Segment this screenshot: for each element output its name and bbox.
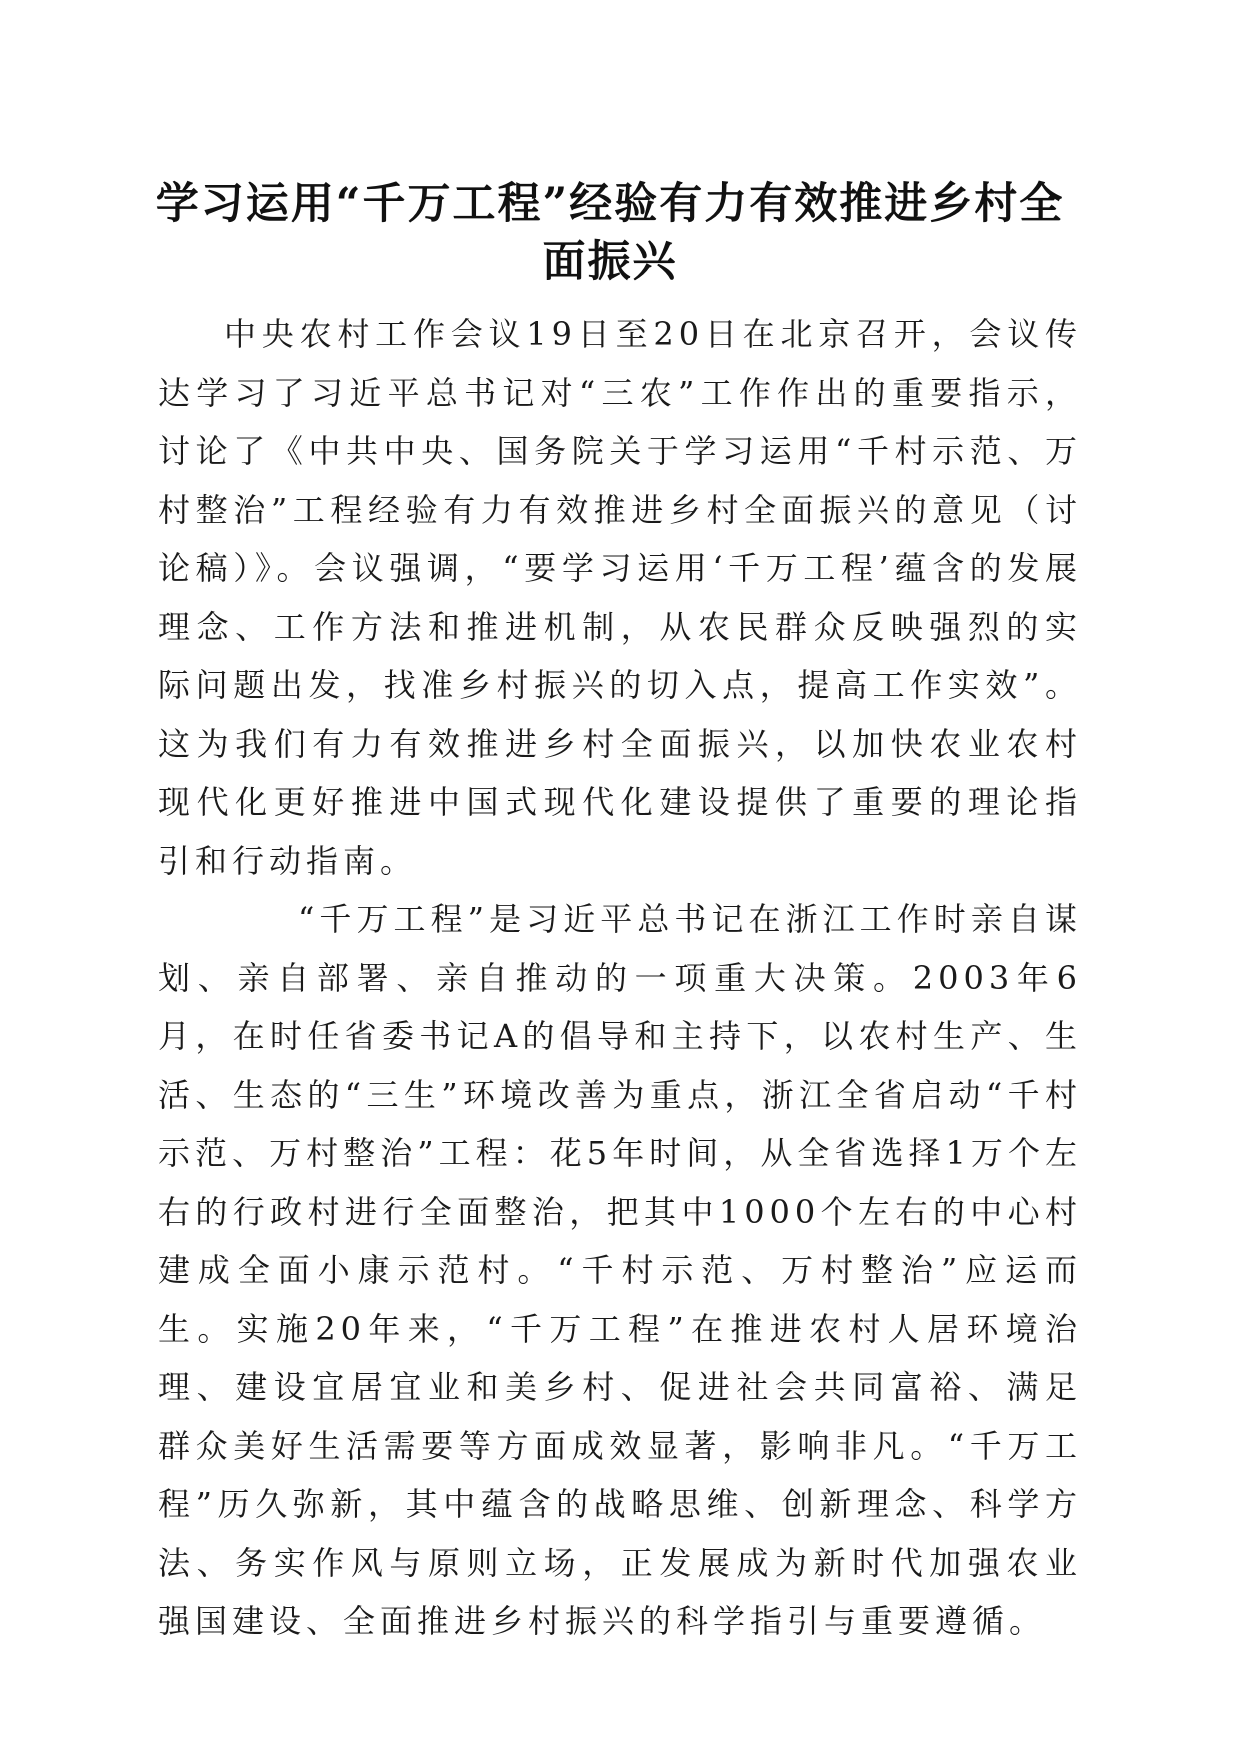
document-body	[158, 305, 1082, 1651]
document-title: 学习运用“千万工程”经验有力有效推进乡村全面振兴	[155, 179, 1065, 287]
body-paragraph-2: “千万工程”是习近平总书记在浙江工作时亲自谋划、亲自部署、亲自推动的一项重大决策。2003年6月，在时任省委书记A的倡导和主持下，以农村生产、生活、生态的“三生”环境改善为重点，浙江全省启动“千村示范、万村整治”工程：花5年时间，从全省选择1万个左右的行政村进行全面整治，把其中1000个左右的中心村建成全面小康示范村。“千村示范、万村整治”应运而生。实施20年来，“千万工程”在推进农村人居环境治理、建设宜居宜业和美乡村、促进社会共同富裕、满足群众美好生活需要等方面成效显著，影响非凡。“千万工程”历久弥新，其中蕴含的战略思维、创新理念、科学方法、务实作风与原则立场，正发展成为新时代加强农业强国建设、全面推进乡村振兴的科学指引与重要遵循。	[158, 900, 1082, 1640]
body-paragraph-1: 中央农村工作会议19日至20日在北京召开，会议传达学习了习近平总书记对“三农”工作作出的重要指示，讨论了《中共中央、国务院关于学习运用“千村示范、万村整治”工程经验有力有效推进乡村全面振兴的意见（讨论稿）》。会议强调，“要学习运用‘千万工程’蕴含的发展理念、工作方法和推进机制，从农民群众反映强烈的实际问题出发，找准乡村振兴的切入点，提高工作实效”。这为我们有力有效推进乡村全面振兴，以加快农业农村现代化更好推进中国式现代化建设提供了重要的理论指引和行动指南。	[158, 315, 1082, 880]
